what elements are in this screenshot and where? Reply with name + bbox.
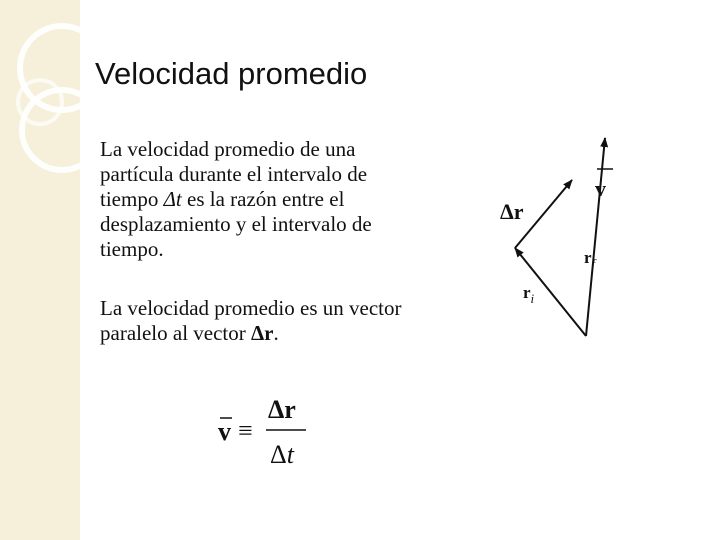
- formula-equiv: ≡: [238, 416, 253, 445]
- final-vector-label: [584, 248, 598, 271]
- definition-text-start: La velocidad promedio de una partícula durante el intervalo de tiempo: [100, 137, 368, 211]
- parallel-text-end: .: [273, 321, 279, 345]
- final-vector-r: r: [584, 248, 592, 267]
- formula-denominator: [270, 440, 295, 469]
- delta-r-symbol: Δr: [251, 321, 274, 345]
- initial-vector-label: [523, 283, 535, 306]
- parallel-vector-paragraph: [100, 296, 420, 346]
- vector-diagram: [480, 120, 630, 360]
- final-vector-subscript: f: [591, 256, 596, 271]
- definition-text-end: es la razón entre el desplazamiento y el intervalo de tiempo.: [100, 187, 372, 261]
- initial-vector-subscript: i: [530, 291, 535, 306]
- initial-vector-r: r: [523, 283, 531, 302]
- average-velocity-formula: [216, 395, 326, 470]
- formula-denominator-delta: Δ: [270, 440, 287, 469]
- formula-denominator-t: t: [286, 440, 294, 469]
- formula-numerator: Δr: [268, 395, 296, 424]
- formula-v: v: [218, 417, 231, 446]
- velocity-vector: [586, 138, 605, 336]
- slide-title: Velocidad promedio: [95, 56, 368, 91]
- velocity-label: v: [595, 176, 606, 201]
- displacement-label: Δr: [500, 199, 524, 224]
- definition-paragraph: [100, 137, 420, 262]
- decorative-side-band: [0, 0, 80, 540]
- delta-t-symbol: Δt: [163, 187, 182, 211]
- decorative-rings: [0, 0, 80, 540]
- parallel-text-start: La velocidad promedio es un vector paralelo al vector: [100, 296, 402, 345]
